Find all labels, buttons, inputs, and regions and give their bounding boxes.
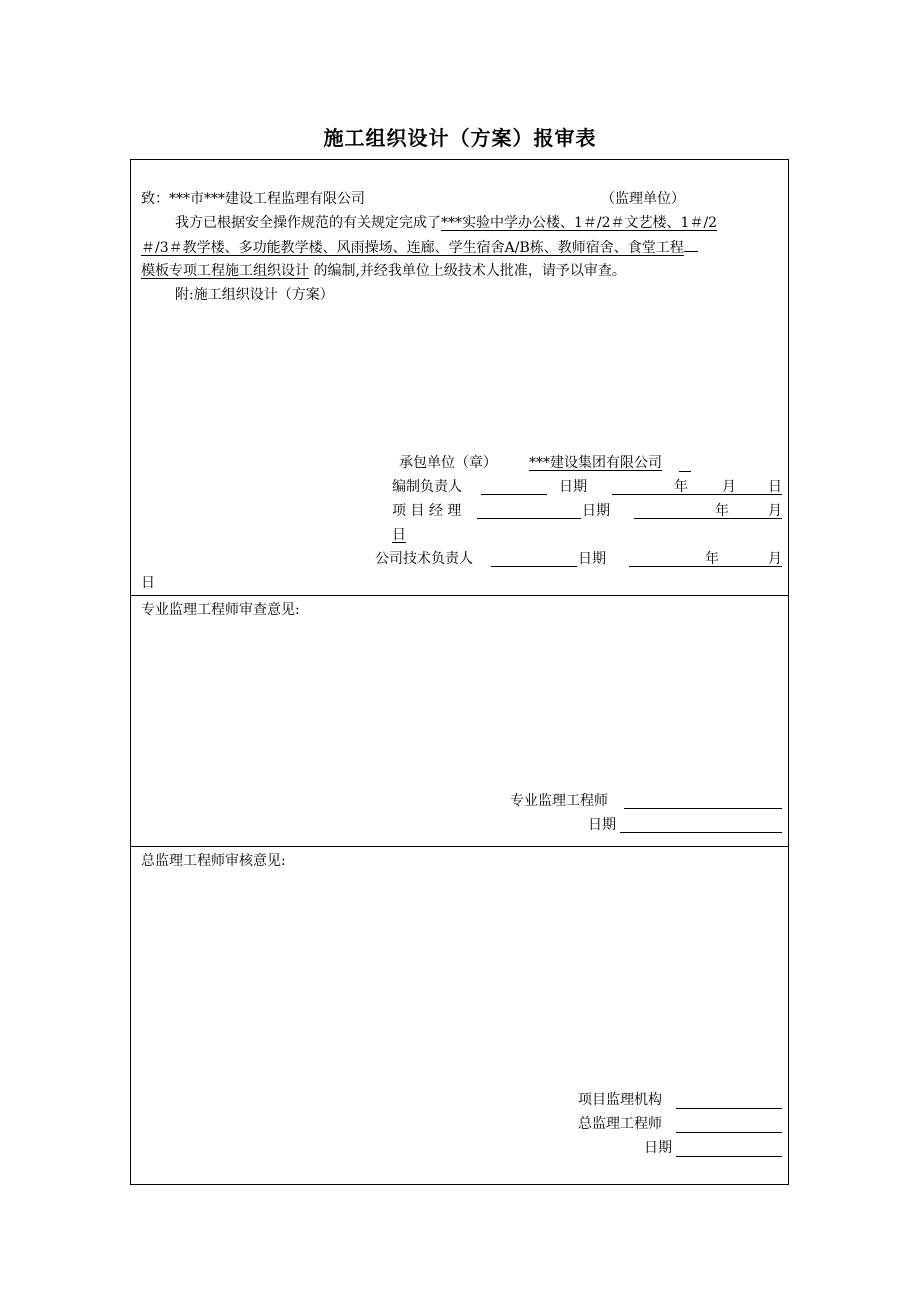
pm-year: 年: [715, 503, 729, 519]
specialist-review-section: [131, 596, 788, 847]
prepared-by-signature-line[interactable]: [481, 494, 547, 495]
addressee-name: ***市***建设工程监理有限公司: [169, 191, 365, 207]
specialist-engineer-signature-line[interactable]: [624, 808, 782, 809]
chief-heading: 总监理工程师审核意见:: [141, 853, 286, 869]
specialist-engineer-label: 专业监理工程师: [510, 793, 608, 809]
body-tail: 的编制,并经我单位上级技术人批准，请予以审查。: [313, 263, 626, 279]
specialist-date-label: 日期: [588, 817, 616, 833]
project-name-part2: ＃/3＃教学楼、多功能教学楼、风雨操场、连廊、学生宿舍A/B栋、教师宿舍、食堂工程: [141, 240, 684, 256]
prepared-by-year: 年: [674, 479, 688, 495]
supervision-org-line[interactable]: [676, 1108, 782, 1109]
pm-day: 日: [392, 527, 406, 543]
body-line-1: [175, 213, 717, 233]
chief-date-label: 日期: [644, 1140, 672, 1156]
review-form-table: [130, 159, 789, 1185]
tech-lead-day: 日: [141, 575, 155, 591]
addressee-role: （监理单位）: [601, 191, 685, 207]
body-intro: 我方已根据安全操作规范的有关规定完成了: [175, 215, 441, 231]
prepared-by-label: 编制负责人: [392, 479, 462, 495]
tech-lead-signature-line[interactable]: [491, 566, 577, 567]
pm-date-line[interactable]: [634, 518, 782, 519]
pm-date-label: 日期: [582, 503, 610, 519]
prepared-by-date-label: 日期: [559, 479, 587, 495]
submission-section: [131, 160, 788, 596]
tech-lead-month: 月: [768, 551, 782, 567]
project-name-part3: 模板专项工程施工组织设计: [141, 263, 309, 279]
addressee-prefix: 致：: [141, 191, 169, 207]
contractor-label: 承包单位（章）: [399, 455, 497, 471]
specialist-date-line[interactable]: [620, 832, 782, 833]
body-line-2: [141, 237, 698, 258]
addressee-line: [141, 189, 365, 209]
project-name-trailing-line: [684, 237, 698, 252]
pm-label: 项 目 经 理: [392, 503, 462, 519]
chief-engineer-label: 总监理工程师: [578, 1116, 662, 1132]
pm-signature-line[interactable]: [477, 518, 581, 519]
prepared-by-date-line[interactable]: [612, 494, 782, 495]
tech-lead-date-label: 日期: [578, 551, 606, 567]
chief-engineer-signature-line[interactable]: [676, 1132, 782, 1133]
supervision-org-label: 项目监理机构: [578, 1092, 662, 1108]
form-title: 施工组织设计（方案）报审表: [323, 126, 597, 150]
attachment-line: 附:施工组织设计（方案）: [175, 287, 334, 303]
pm-month: 月: [768, 503, 782, 519]
chief-date-line[interactable]: [676, 1156, 782, 1157]
contractor-name: ***建设集团有限公司: [529, 455, 662, 471]
tech-lead-year: 年: [705, 551, 719, 567]
specialist-heading: 专业监理工程师审查意见:: [141, 602, 300, 618]
body-line-3: [141, 261, 626, 281]
project-name-part1: ***实验中学办公楼、1＃/2＃文艺楼、1＃/2: [441, 215, 718, 231]
chief-review-section: [131, 847, 788, 1184]
tech-lead-label: 公司技术负责人: [375, 551, 473, 567]
prepared-by-month: 月: [722, 479, 736, 495]
prepared-by-day: 日: [768, 479, 782, 495]
contractor-name-line: [679, 471, 691, 472]
